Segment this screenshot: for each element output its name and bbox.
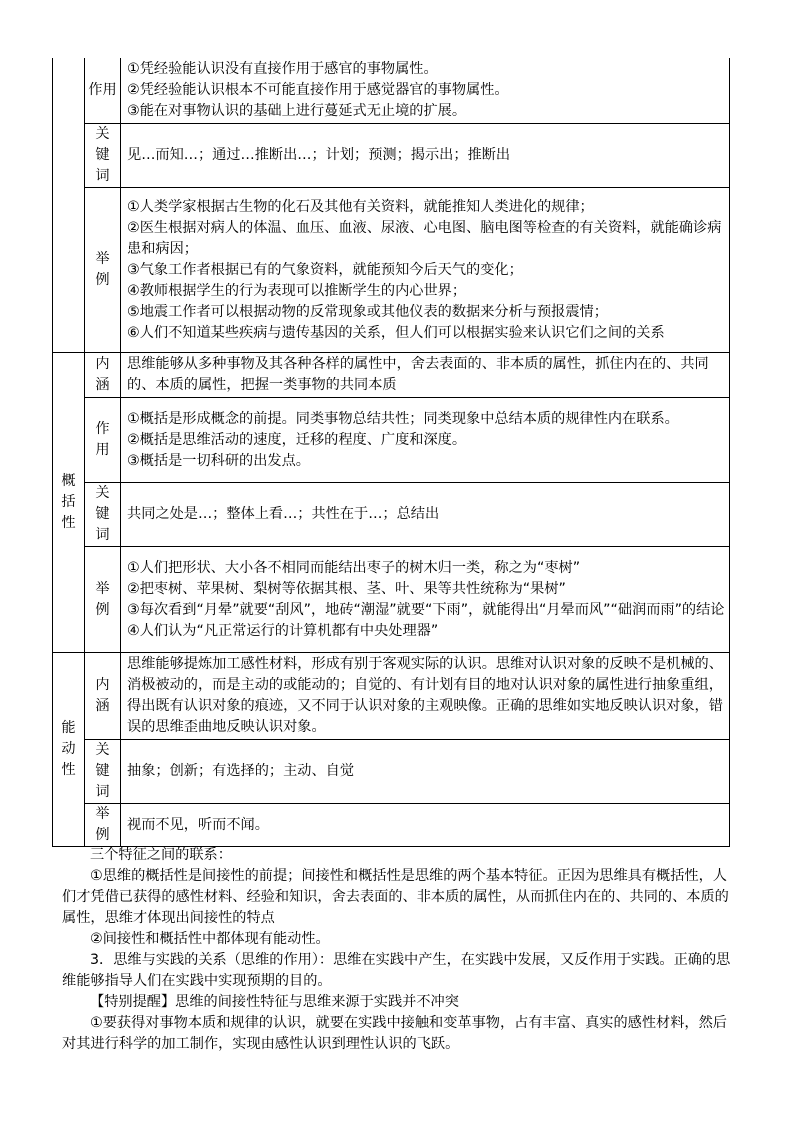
row-label-cell: [85, 547, 121, 653]
row-label: 举例: [95, 251, 110, 288]
thinking-features-table: [52, 58, 730, 847]
row-label-cell: [85, 398, 121, 483]
row-label: 内涵: [95, 677, 110, 714]
content-line: ②凭经验能认识根本不可能直接作用于感觉器官的事物属性。: [127, 82, 509, 98]
table-row: [53, 653, 730, 740]
row-label-cell: [85, 124, 121, 188]
row-content-cell: [121, 483, 730, 547]
table-row: [53, 353, 730, 398]
content-line: ①概括是形成概念的前提。同类事物总结共性；同类现象中总结本质的规律性内在联系。: [127, 410, 679, 427]
content-line: ③气象工作者根据已有的气象资料，就能预知今后天气的变化；: [127, 261, 523, 278]
content-line: ①人们把形状、大小各不相同而能结出枣子的树木归一类，称之为“枣树”: [127, 559, 581, 576]
row-label-cell: [85, 188, 121, 353]
row-label: 关键词: [95, 742, 110, 800]
content-line: ②概括是思维活动的速度，迁移的程度、广度和深度。: [127, 431, 467, 448]
content-line: ③每次看到“月晕”就要“刮风”，地砖“潮湿”就要“下雨”，就能得出“月晕而风”“础润而雨”的结论: [127, 601, 725, 618]
body-paragraph: ②间接性和概括性中都体现有能动性。: [90, 931, 330, 947]
section-title-cell: [53, 353, 85, 653]
body-text: [62, 845, 734, 1055]
content-line: ③概括是一切科研的出发点。: [127, 452, 310, 469]
table-row: [53, 188, 730, 353]
table-row: [53, 804, 730, 847]
row-label: 作用: [95, 421, 110, 458]
content-line: 共同之处是…；整体上看…；共性在于…；总结出: [127, 506, 440, 522]
content-line: ④教师根据学生的行为表现可以推断学生的内心世界；: [127, 282, 467, 299]
body-paragraph: 【特别提醒】思维的间接性特征与思维来源于实践并不冲突: [90, 994, 459, 1010]
row-content-cell: [121, 188, 730, 353]
content-line: 思维能够提炼加工感性材料，形成有别于客观实际的认识。思维对认识对象的反映不是机械的、消极被动的，而是主动的或能动的；自觉的、有计划有目的地对认识对象的属性进行抽象重组，得出既有认识对象的痕迹，又不同于认识对象的主观映像。正确的思维如实地反映认识对象，错误的思维歪曲地反映认识对象。: [127, 656, 723, 735]
table-row: [53, 740, 730, 804]
content-line: ⑥人们不知道某些疾病与遗传基因的关系，但人们可以根据实验来认识它们之间的关系: [127, 324, 665, 341]
body-paragraph: 3．思维与实践的关系（思维的作用）：思维在实践中产生，在实践中发展，又反作用于实践。正确的思维能够指导人们在实践中实现预期的目的。: [62, 952, 731, 989]
body-paragraph: ①思维的概括性是间接性的前提；间接性和概括性是思维的两个基本特征。正因为思维具有概括性，人们才凭借已获得的感性材料、经验和知识，舍去表面的、非本质的属性，从而抓住内在的、共同的、本质的属性，思维才体现出间接性的特点: [62, 868, 729, 926]
row-label-cell: [85, 483, 121, 547]
row-label: 作用: [88, 82, 117, 98]
content-line: 抽象；创新；有选择的；主动、自觉: [127, 763, 355, 779]
row-content-cell: [121, 58, 730, 124]
body-paragraph: 三个特征之间的联系：: [90, 847, 232, 863]
section-title-cell: [53, 653, 85, 847]
content-line: ⑤地震工作者可以根据动物的反常现象或其他仪表的数据来分析与预报震情；: [127, 303, 608, 320]
row-label: 举例: [95, 806, 110, 843]
content-line: ①人类学家根据古生物的化石及其他有关资料，就能推知人类进化的规律；: [127, 198, 594, 215]
row-label-cell: [85, 653, 121, 740]
content-line: ③能在对事物认识的基础上进行蔓延式无止境的扩展。: [127, 103, 467, 119]
table-row: [53, 398, 730, 483]
content-line: 见…而知…；通过…推断出…；计划；预测；揭示出；推断出: [127, 147, 511, 163]
content-line: 视而不见，听而不闻。: [127, 816, 269, 833]
row-label: 内涵: [95, 356, 110, 393]
table-row: [53, 58, 730, 124]
row-label: 关键词: [95, 485, 110, 543]
section-title: 能动性: [61, 720, 76, 778]
row-content-cell: [121, 124, 730, 188]
content-line: ②把枣树、苹果树、梨树等依据其根、茎、叶、果等共性统称为“果树”: [127, 580, 566, 597]
row-label-cell: [85, 740, 121, 804]
row-label-cell: [85, 353, 121, 398]
section-title-cell: [53, 58, 85, 353]
table-row: [53, 547, 730, 653]
row-content-cell: [121, 398, 730, 483]
row-label-cell: [85, 804, 121, 847]
content-line: ②医生根据对病人的体温、血压、血液、尿液、心电图、脑电图等检查的有关资料，就能确诊病患和病因；: [127, 219, 722, 257]
table-row: [53, 483, 730, 547]
row-content-cell: [121, 740, 730, 804]
row-label: 举例: [95, 580, 110, 618]
section-title: 概括性: [61, 473, 76, 531]
row-content-cell: [121, 804, 730, 847]
row-label: 关键词: [95, 126, 110, 184]
row-content-cell: [121, 653, 730, 740]
row-label-cell: [85, 58, 121, 124]
row-content-cell: [121, 353, 730, 398]
row-content-cell: [121, 547, 730, 653]
content-line: 思维能够从多种事物及其各种各样的属性中，舍去表面的、非本质的属性，抓住内在的、共同的、本质的属性，把握一类事物的共同本质: [127, 356, 709, 393]
table-row: [53, 124, 730, 188]
content-line: ④人们认为“凡正常运行的计算机都有中央处理器”: [127, 622, 439, 639]
content-line: ①凭经验能认识没有直接作用于感官的事物属性。: [127, 61, 438, 77]
body-paragraph: ①要获得对事物本质和规律的认识，就要在实践中接触和变革事物，占有丰富、真实的感性材料，然后对其进行科学的加工制作，实现由感性认识到理性认识的飞跃。: [62, 1015, 727, 1052]
